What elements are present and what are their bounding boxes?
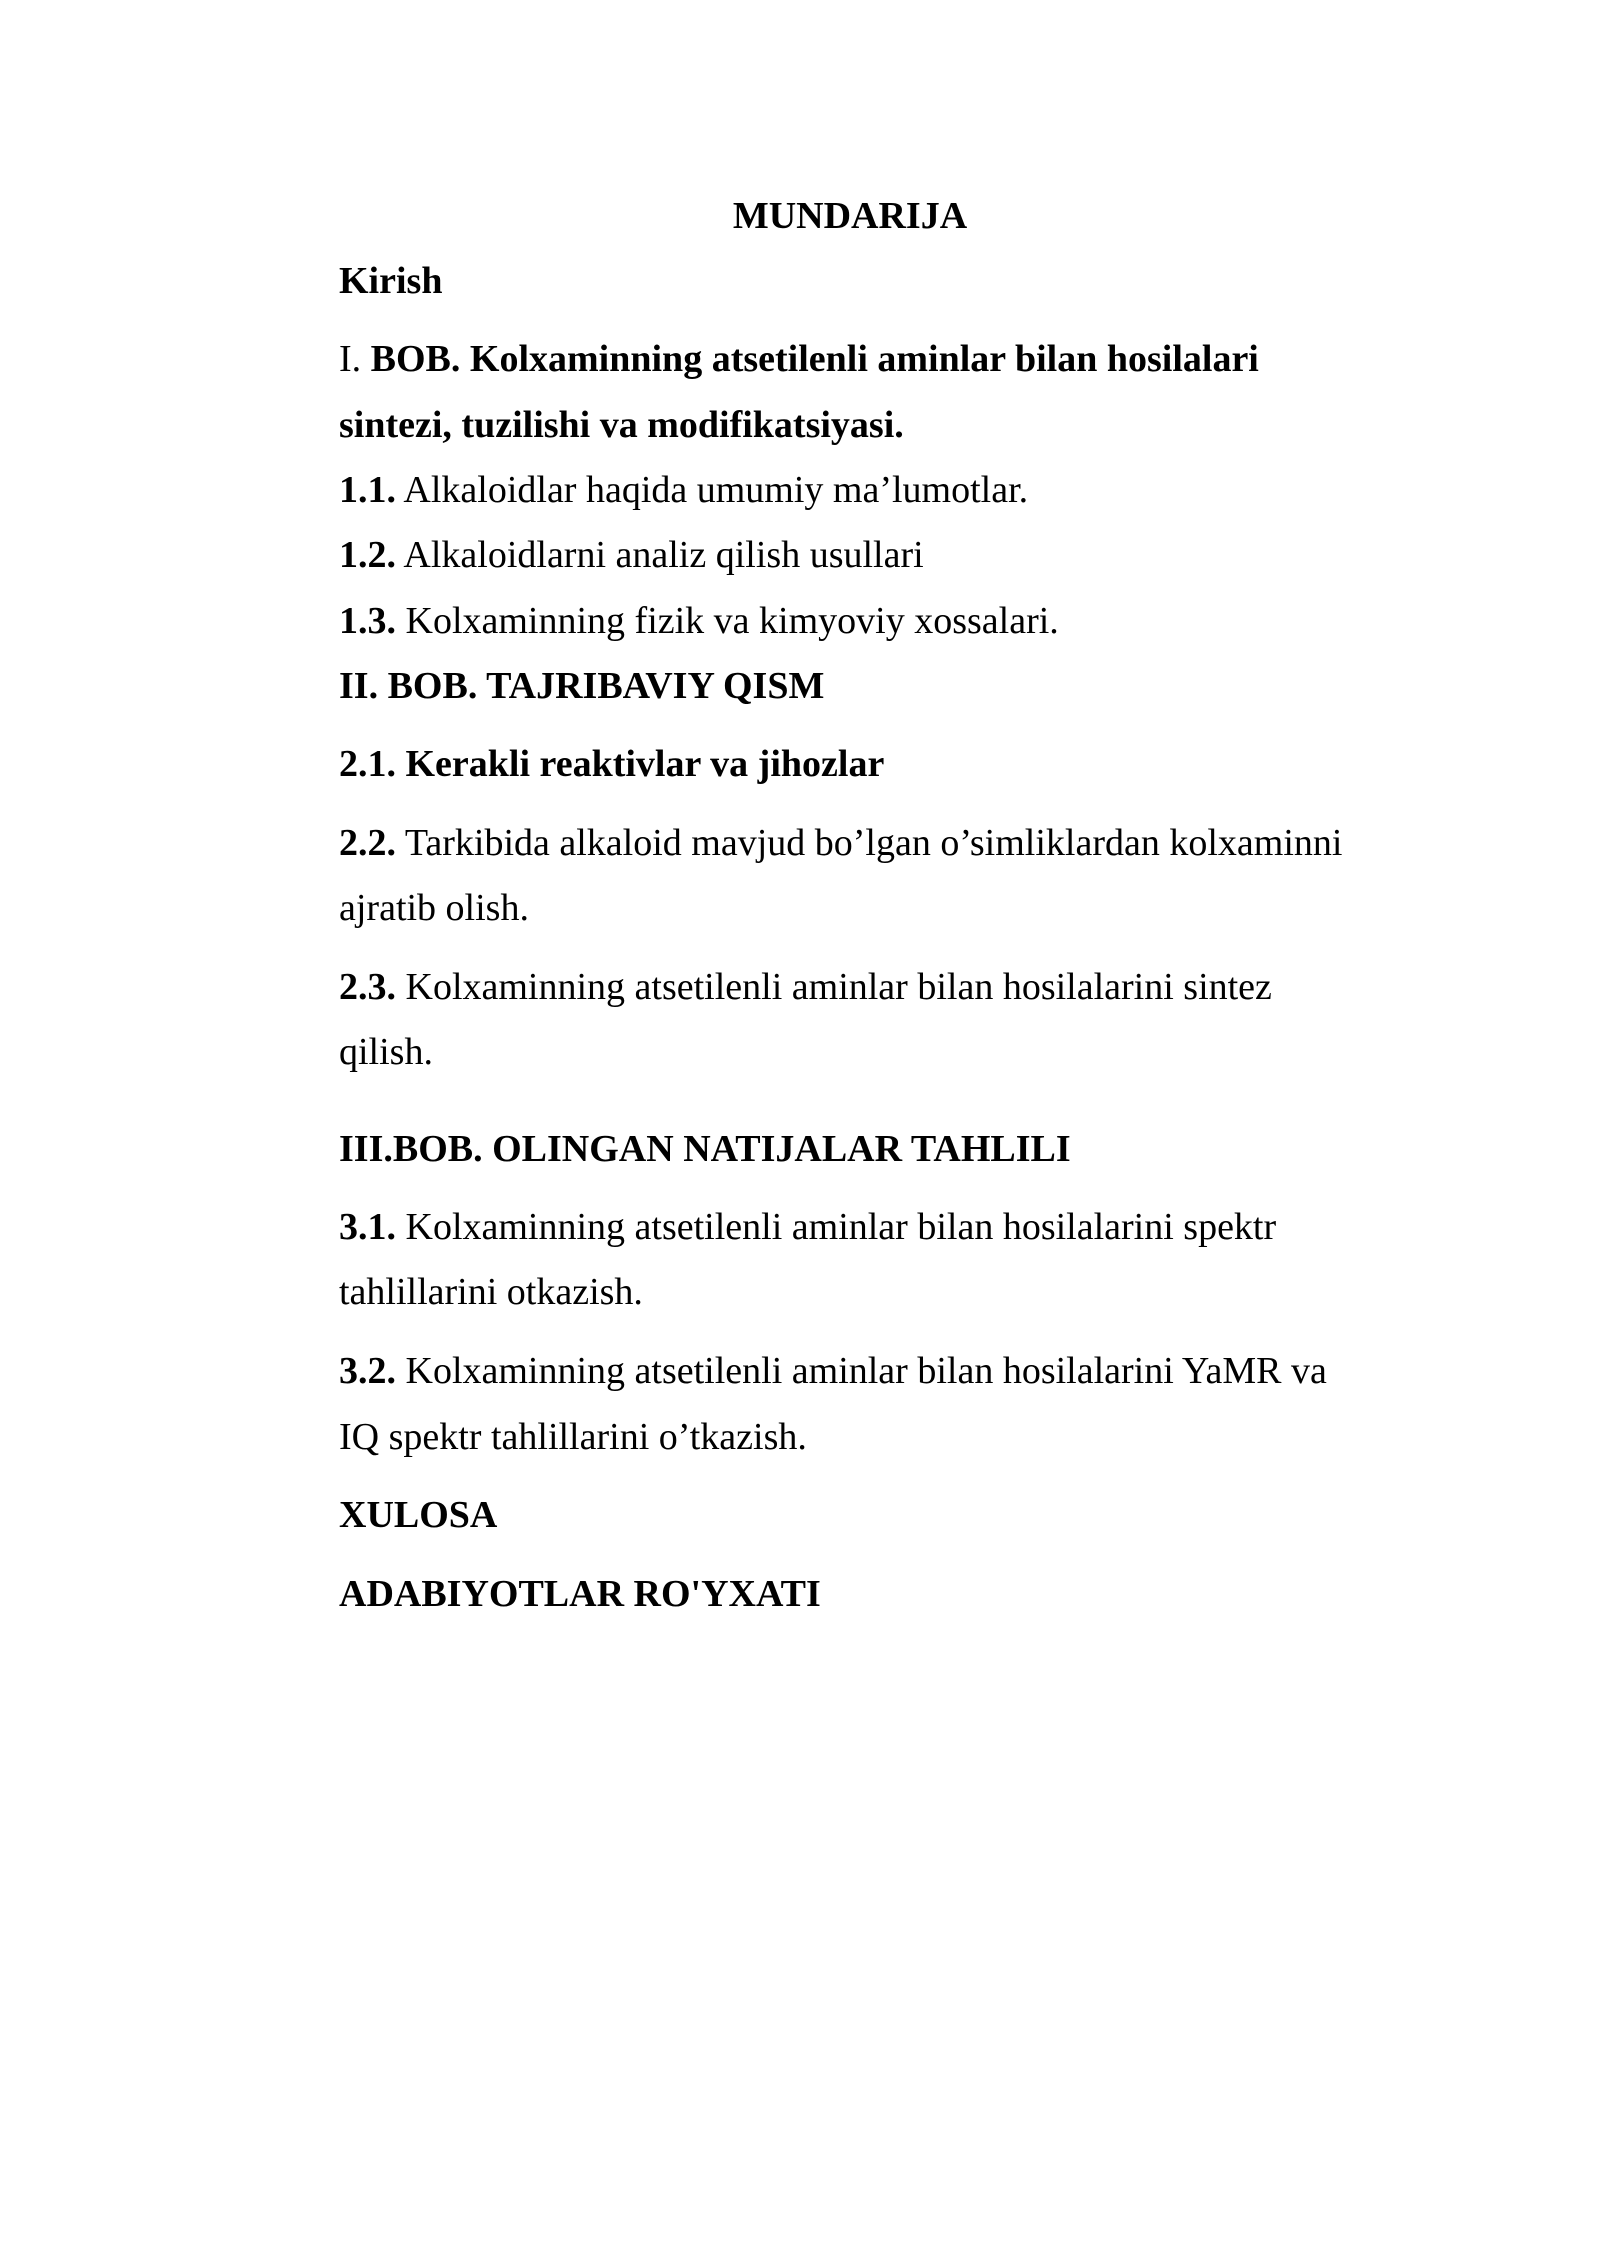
toc-entry-1-2 — [339, 531, 1369, 579]
section-2-2-text-line2: ajratib olish. — [339, 887, 529, 929]
section-text-line1: Kolxaminning atsetilenli aminlar bilan hosilalarini sintez — [396, 966, 1272, 1008]
toc-entry-2-2 — [339, 819, 1369, 867]
section-3-2-text-line2: IQ spektr tahlillarini o’tkazish. — [339, 1416, 807, 1458]
section-number: 1.1. — [339, 469, 396, 511]
section-3-1-text-line2: tahlillarini otkazish. — [339, 1271, 643, 1313]
chapter-1-title-line1: BOB. Kolxaminning atsetilenli aminlar bilan hosilalari — [370, 338, 1259, 380]
section-text-line1: Tarkibida alkaloid mavjud bo’lgan o’simliklardan kolxaminni — [396, 822, 1343, 864]
toc-entry-1-1 — [339, 466, 1369, 514]
toc-entry-conclusion: XULOSA — [339, 1494, 498, 1536]
chapter-1-title-line2: sintezi, tuzilishi va modifikatsiyasi. — [339, 404, 904, 446]
toc-entry-2-3 — [339, 963, 1369, 1011]
toc-entry-references: ADABIYOTLAR RO'YXATI — [339, 1573, 821, 1615]
section-text-line1: Kolxaminning atsetilenli aminlar bilan hosilalarini spektr — [396, 1206, 1277, 1248]
toc-entry-introduction: Kirish — [339, 260, 443, 302]
section-number: 3.1. — [339, 1206, 396, 1248]
toc-entry-chapter-1 — [339, 335, 1369, 383]
section-text: Alkaloidlar haqida umumiy ma’lumotlar. — [396, 469, 1029, 511]
section-number: 2.2. — [339, 822, 396, 864]
toc-entry-3-1 — [339, 1203, 1369, 1251]
section-number: 3.2. — [339, 1350, 396, 1392]
toc-title: MUNDARIJA — [732, 195, 968, 237]
section-text-line1: Kolxaminning atsetilenli aminlar bilan hosilalarini YaMR va — [396, 1350, 1327, 1392]
section-text: Alkaloidlarni analiz qilish usullari — [396, 534, 924, 576]
toc-entry-2-1: 2.1. Kerakli reaktivlar va jihozlar — [339, 743, 885, 785]
toc-entry-chapter-3: III.BOB. OLINGAN NATIJALAR TAHLILI — [339, 1128, 1071, 1170]
toc-entry-3-2 — [339, 1347, 1369, 1395]
toc-entry-1-3 — [339, 597, 1369, 645]
section-number: 2.3. — [339, 966, 396, 1008]
section-number: 1.2. — [339, 534, 396, 576]
chapter-1-prefix: I. — [339, 338, 371, 380]
section-text: Kolxaminning fizik va kimyoviy xossalari. — [396, 600, 1059, 642]
section-number: 1.3. — [339, 600, 396, 642]
section-2-3-text-line2: qilish. — [339, 1031, 433, 1073]
toc-entry-chapter-2: II. BOB. TAJRIBAVIY QISM — [339, 665, 825, 707]
